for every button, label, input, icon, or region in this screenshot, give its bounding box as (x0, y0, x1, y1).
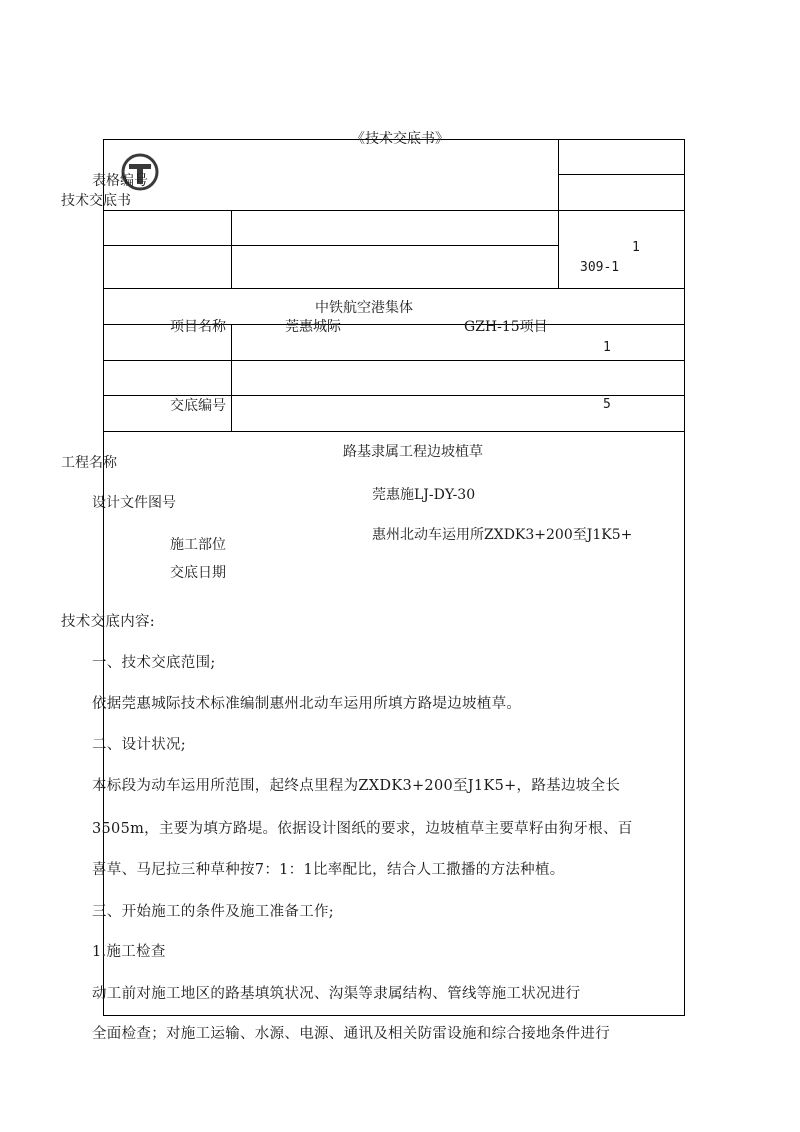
section-3-text-line-1: 动工前对施工地区的路基填筑状况、沟渠等隶属结构、管线等施工状况进行 (92, 986, 581, 1002)
code-line-1: 1 (632, 240, 640, 255)
table-rule (103, 139, 104, 1016)
project-name-label: 项目名称 (170, 319, 226, 335)
project-label: 工程名称 (61, 455, 117, 471)
section-3-title: 三、开始施工的条件及施工准备工作; (92, 904, 334, 920)
table-rule (231, 210, 232, 288)
form-number-label: 表格编号 (92, 173, 148, 189)
location-label: 施工部位 (170, 537, 226, 553)
location-value: 惠州北动车运用所ZXDK3+200至J1K5+ (372, 527, 633, 543)
section-3-subtitle-1: 1.施工检查 (92, 944, 166, 960)
disclosure-no-label: 交底编号 (170, 398, 226, 414)
company-name: 中铁航空港集体 (315, 300, 413, 316)
table-rule (103, 245, 558, 246)
table-rule (103, 360, 685, 361)
disclosure-no-value: 5 (603, 397, 611, 412)
table-rule (103, 1015, 685, 1016)
table-rule (558, 139, 685, 140)
date-label: 交底日期 (170, 565, 226, 581)
section-2-text-line-1: 本标段为动车运用所范围，起终点里程为ZXDK3+200至J1K5+，路基边坡全长 (92, 778, 621, 794)
form-title: 技术交底书 (61, 193, 131, 209)
table-rule (558, 174, 685, 175)
document-title: 《技术交底书》 (351, 131, 449, 147)
row-value-1: 1 (603, 340, 611, 355)
project-name-left: 莞惠城际 (285, 319, 341, 335)
section-3-text-line-2: 全面检查；对施工运输、水源、电源、通讯及相关防雷设施和综合接地条件进行 (92, 1026, 610, 1042)
section-2-text-line-2: 3505m，主要为填方路堤。依据设计图纸的要求，边坡植草主要草籽由狗牙根、百 (92, 821, 633, 837)
table-rule (103, 288, 685, 289)
section-2-title: 二、设计状况; (92, 737, 186, 753)
section-1-title: 一、技术交底范围; (92, 655, 216, 671)
table-rule (103, 210, 685, 211)
design-value: 莞惠施LJ-DY-30 (372, 487, 476, 503)
section-2-text-line-3: 喜草、马尼拉三种草种按7：1：1比率配比，结合人工撒播的方法种植。 (92, 862, 565, 878)
section-1-text: 依据莞惠城际技术标准编制惠州北动车运用所填方路堤边坡植草。 (92, 696, 522, 712)
content-heading: 技术交底内容: (61, 614, 155, 630)
design-label: 设计文件图号 (92, 495, 176, 511)
table-rule (103, 431, 685, 432)
table-rule (231, 324, 232, 431)
table-rule (558, 139, 559, 288)
project-name-right: GZH-15项目 (464, 319, 548, 335)
code-line-2: 309-1 (580, 260, 620, 275)
project-value: 路基隶属工程边坡植草 (343, 444, 483, 460)
table-rule (684, 139, 685, 1016)
table-rule (103, 139, 558, 140)
